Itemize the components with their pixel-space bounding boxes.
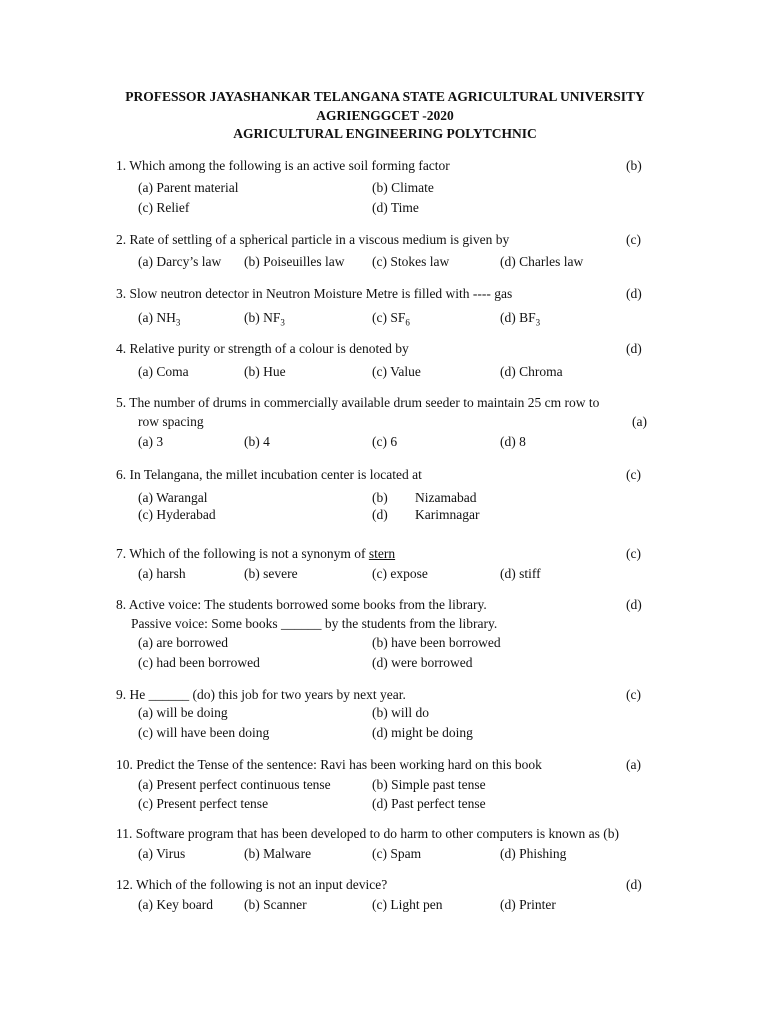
option-a: (a) Darcy’s law [138, 254, 222, 269]
answer-key: (d) [626, 877, 642, 892]
option-b: (b) will do [372, 705, 429, 720]
option-d: (d) Printer [500, 897, 556, 912]
option-a: (a) will be doing [138, 705, 228, 720]
option-c: (c) Relief [138, 200, 190, 215]
question-text: 6. In Telangana, the millet incubation center is located at [116, 467, 422, 482]
option-c: (c) $SF_6$ [372, 310, 410, 328]
option-c: (c) Spam [372, 846, 422, 861]
option-d: (d) might be doing [372, 725, 473, 740]
question-text: 10. Predict the Tense of the sentence: Ravi has been working hard on this book [116, 757, 542, 772]
option-c: (c) Value [372, 364, 421, 379]
option-d: (d) 8 [500, 434, 526, 449]
option-b: (b) Simple past tense [372, 777, 486, 792]
question-text: 5. The number of drums in commercially available drum seeder to maintain 25 cm row to [116, 395, 600, 410]
option-d: (d) stiff [500, 566, 541, 581]
option-d: Karimnagar [415, 507, 480, 522]
option-d: (d) Time [372, 200, 419, 215]
option-b: (b) Hue [244, 364, 286, 379]
option-a: (a) Virus [138, 846, 186, 861]
option-a: (a) harsh [138, 566, 186, 581]
answer-key: (b) [626, 158, 642, 173]
option-b-letter: (b) [372, 490, 388, 505]
option-d: (d) Charles law [500, 254, 584, 269]
exam-title: AGRIENGGCET -2020 [316, 108, 454, 123]
option-c: (c) Light pen [372, 897, 443, 912]
answer-key: (c) [626, 232, 641, 247]
answer-key: (c) [626, 546, 641, 561]
option-c: (c) expose [372, 566, 428, 581]
question-text: 1. Which among the following is an active soil forming factor [116, 158, 450, 173]
question-text: 9. He ______ (do) this job for two years by next year. [116, 687, 406, 702]
answer-key: (c) [626, 687, 641, 702]
option-b: (b) have been borrowed [372, 635, 501, 650]
option-b: (b) Poiseuilles law [244, 254, 345, 269]
option-c: (c) Stokes law [372, 254, 450, 269]
option-c: (c) Hyderabad [138, 507, 216, 522]
option-c: (c) had been borrowed [138, 655, 260, 670]
answer-key: (c) [626, 467, 641, 482]
option-a: (a) $NH_3$ [138, 310, 181, 328]
option-b: (b) Scanner [244, 897, 307, 912]
answer-key: (d) [626, 597, 642, 612]
option-b: (b) 4 [244, 434, 270, 449]
option-b: (b) severe [244, 566, 298, 581]
question-text: 11. Software program that has been developed to do harm to other computers is known as (b) [116, 826, 619, 841]
answer-key: (d) [626, 341, 642, 356]
question-text: 7. Which of the following is not a synonym of stern [116, 546, 396, 561]
question-text-continued: row spacing [138, 414, 204, 429]
option-a: (a) Coma [138, 364, 189, 379]
option-d: (d) were borrowed [372, 655, 473, 670]
option-d: (d) Past perfect tense [372, 796, 486, 811]
question-text: 2. Rate of settling of a spherical particle in a viscous medium is given by [116, 232, 510, 247]
answer-key: (d) [626, 286, 642, 301]
option-a: (a) Key board [138, 897, 213, 912]
option-d: (d) Phishing [500, 846, 567, 861]
answer-key: (a) [632, 414, 647, 429]
option-c: (c) will have been doing [138, 725, 270, 740]
option-a: (a) 3 [138, 434, 164, 449]
option-b: (b) Malware [244, 846, 312, 861]
option-a: (a) Warangal [138, 490, 208, 505]
question-text: 4. Relative purity or strength of a colour is denoted by [116, 341, 409, 356]
answer-key: (a) [626, 757, 641, 772]
option-c: (c) 6 [372, 434, 398, 449]
course-title: AGRICULTURAL ENGINEERING POLYTCHNIC [233, 126, 537, 141]
option-c: (c) Present perfect tense [138, 796, 269, 811]
question-text: 8. Active voice: The students borrowed some books from the library. [116, 597, 487, 612]
option-a: (a) are borrowed [138, 635, 228, 650]
option-a: (a) Present perfect continuous tense [138, 777, 331, 792]
option-d: (d) Chroma [500, 364, 563, 379]
university-title: PROFESSOR JAYASHANKAR TELANGANA STATE AGRICULTURAL UNIVERSITY [125, 89, 645, 104]
option-d: (d) $BF_3$ [500, 310, 541, 328]
question-text: 12. Which of the following is not an input device? [116, 877, 388, 892]
question-text: 3. Slow neutron detector in Neutron Moisture Metre is filled with ---- gas [116, 286, 513, 301]
question-text-continued: Passive voice: Some books ______ by the students from the library. [131, 616, 498, 631]
option-b: (b) $NF_3$ [244, 310, 285, 328]
option-a: (a) Parent material [138, 180, 239, 195]
option-b: (b) Climate [372, 180, 434, 195]
option-b: Nizamabad [415, 490, 477, 505]
underlined-word: stern [368, 546, 396, 561]
option-d-letter: (d) [372, 507, 388, 522]
